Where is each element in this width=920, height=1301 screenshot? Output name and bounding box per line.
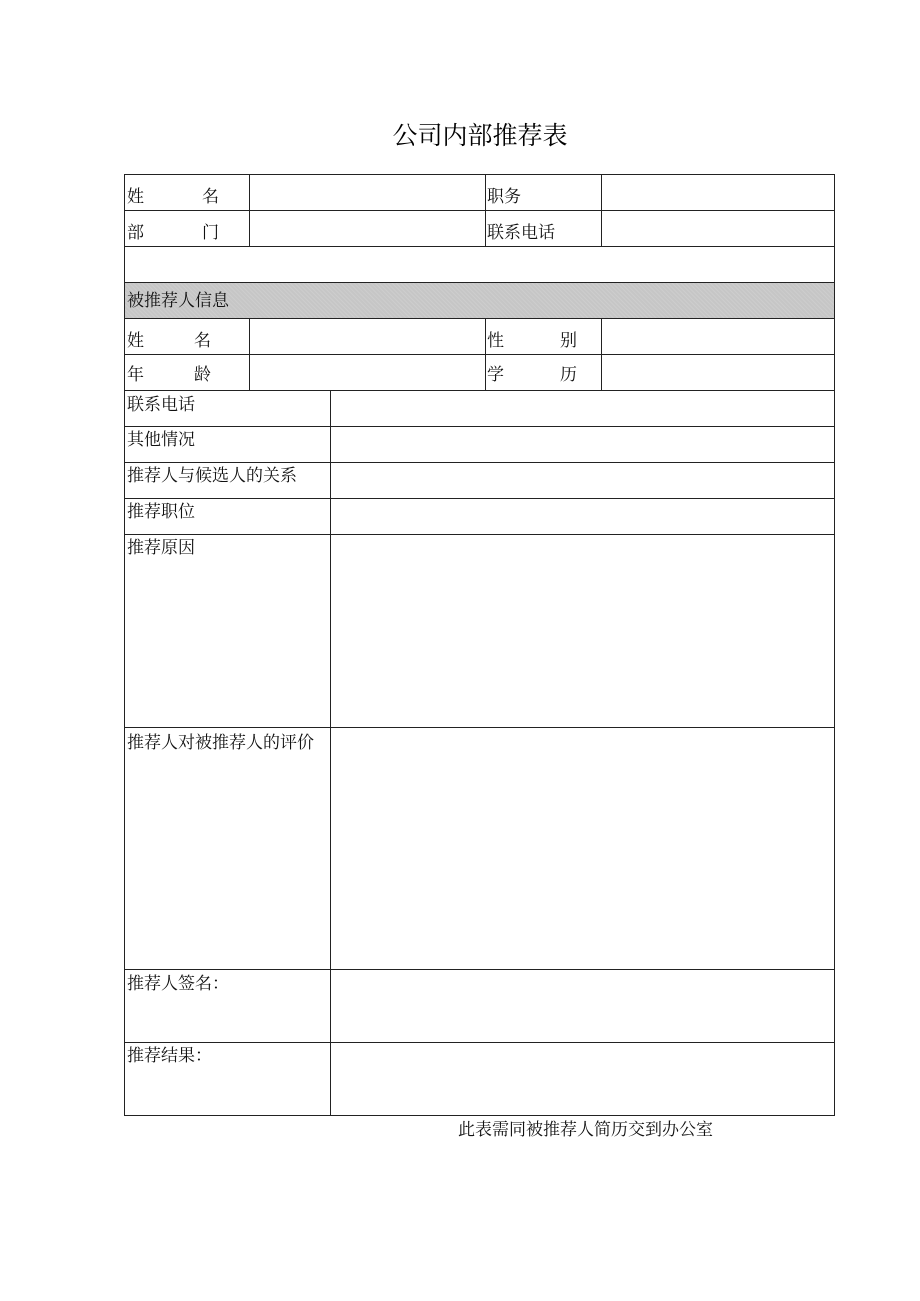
reason-label: 推荐原因 bbox=[127, 538, 195, 558]
relationship-field[interactable] bbox=[332, 464, 833, 497]
row-divider bbox=[125, 1042, 834, 1043]
row-divider bbox=[125, 354, 834, 355]
row-divider bbox=[125, 246, 834, 247]
other-info-label: 其他情况 bbox=[127, 430, 195, 450]
candidate-age-label: 年 龄 bbox=[127, 365, 211, 385]
row-divider bbox=[125, 318, 834, 319]
recommender-name-field[interactable] bbox=[251, 176, 483, 209]
signature-label: 推荐人签名： bbox=[127, 974, 229, 994]
recommended-job-label: 推荐职位 bbox=[127, 502, 195, 522]
row-divider bbox=[125, 969, 834, 970]
column-divider bbox=[249, 318, 250, 390]
recommender-position-label: 职务 bbox=[487, 187, 521, 207]
row-divider bbox=[125, 727, 834, 728]
candidate-name-field[interactable] bbox=[251, 320, 483, 353]
column-divider bbox=[601, 175, 602, 246]
footer-note: 此表需同被推荐人简历交到办公室 bbox=[458, 1120, 713, 1140]
page-title: 公司内部推荐表 bbox=[392, 121, 568, 150]
candidate-phone-field[interactable] bbox=[332, 392, 833, 425]
row-divider bbox=[125, 534, 834, 535]
candidate-education-label: 学 历 bbox=[487, 365, 577, 385]
signature-field[interactable] bbox=[332, 971, 833, 1041]
evaluation-field[interactable] bbox=[332, 729, 833, 968]
row-divider bbox=[125, 390, 834, 391]
column-divider bbox=[249, 175, 250, 246]
relationship-label: 推荐人与候选人的关系 bbox=[127, 466, 297, 486]
row-divider bbox=[125, 210, 834, 211]
candidate-age-field[interactable] bbox=[251, 356, 483, 389]
column-divider bbox=[485, 175, 486, 246]
recommender-phone-label: 联系电话 bbox=[487, 223, 555, 243]
candidate-section-header-band bbox=[125, 283, 834, 318]
candidate-section-header: 被推荐人信息 bbox=[127, 291, 229, 311]
recommender-name-label: 姓 名 bbox=[127, 187, 219, 207]
recommender-dept-field[interactable] bbox=[251, 212, 483, 245]
evaluation-label: 推荐人对被推荐人的评价 bbox=[127, 733, 314, 753]
candidate-gender-label: 性 别 bbox=[487, 331, 577, 351]
candidate-phone-label: 联系电话 bbox=[127, 395, 195, 415]
recommended-job-field[interactable] bbox=[332, 500, 833, 533]
column-divider bbox=[330, 390, 331, 1115]
reason-field[interactable] bbox=[332, 536, 833, 726]
recommender-position-field[interactable] bbox=[603, 176, 833, 209]
row-divider bbox=[125, 498, 834, 499]
column-divider bbox=[601, 318, 602, 390]
row-divider bbox=[125, 282, 834, 283]
recommendation-form bbox=[124, 174, 835, 1116]
candidate-name-label: 姓 名 bbox=[127, 331, 211, 351]
result-label: 推荐结果： bbox=[127, 1046, 212, 1066]
candidate-education-field[interactable] bbox=[603, 356, 833, 389]
row-divider bbox=[125, 426, 834, 427]
row-divider bbox=[125, 462, 834, 463]
other-info-field[interactable] bbox=[332, 428, 833, 461]
result-field[interactable] bbox=[332, 1044, 833, 1114]
recommender-phone-field[interactable] bbox=[603, 212, 833, 245]
candidate-gender-field[interactable] bbox=[603, 320, 833, 353]
recommender-dept-label: 部 门 bbox=[127, 223, 219, 243]
column-divider bbox=[485, 318, 486, 390]
